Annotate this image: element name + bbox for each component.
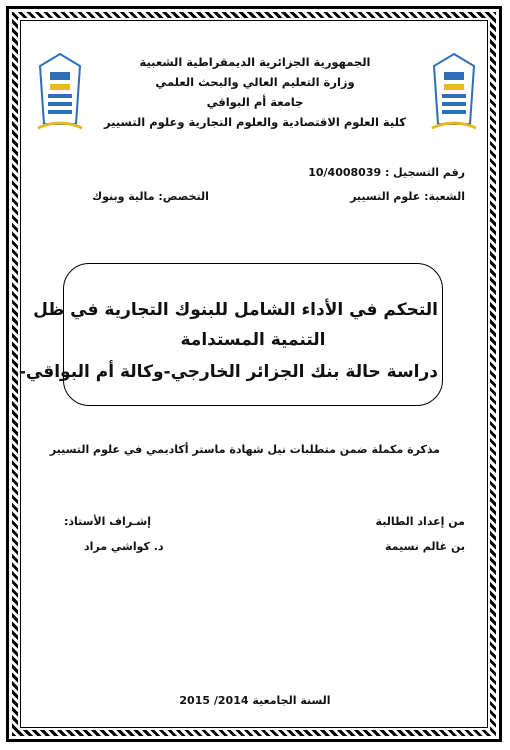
university-logo-left (30, 50, 90, 132)
thesis-subtitle: دراسة حالة بنك الجزائر الخارجي-وكالة أم البواقي- (18, 362, 438, 382)
thesis-title-line-2: التنمية المستدامة (180, 330, 326, 350)
university-logo-right (424, 50, 484, 132)
specialty: التخصص: مالية وبنوك (92, 190, 209, 203)
academic-year: السنة الجامعية 2014/ 2015 (179, 694, 331, 707)
ministry-name: وزارة التعليم العالي والبحث العلمي (155, 75, 355, 89)
student-name: بن غالم نسيمة (385, 540, 465, 553)
republic-name: الجمهورية الجزائرية الديمقراطية الشعبية (139, 55, 371, 69)
prepared-by-label: من إعداد الطالبة (375, 515, 465, 528)
faculty-name: كلية العلوم الاقتصادية والعلوم التجارية وعلوم التسيير (104, 115, 406, 129)
institution-header (90, 52, 420, 132)
registration-number: رقم التسجيل : 10/4008039 (308, 166, 465, 179)
thesis-title-line-1: التحكم في الأداء الشامل للبنوك التجارية في ظل (33, 300, 438, 320)
supervisor-label: إشـراف الأستاذ: (64, 515, 152, 528)
branch: الشعبة: علوم التسيير (350, 190, 465, 203)
memo-note: مذكرة مكملة ضمن متطلبات نيل شهادة ماستر أكاديمي في علوم التسيير (49, 443, 440, 456)
university-name: جامعة أم البواقي (206, 95, 304, 109)
supervisor-name: د. كواشي مراد (84, 540, 164, 553)
